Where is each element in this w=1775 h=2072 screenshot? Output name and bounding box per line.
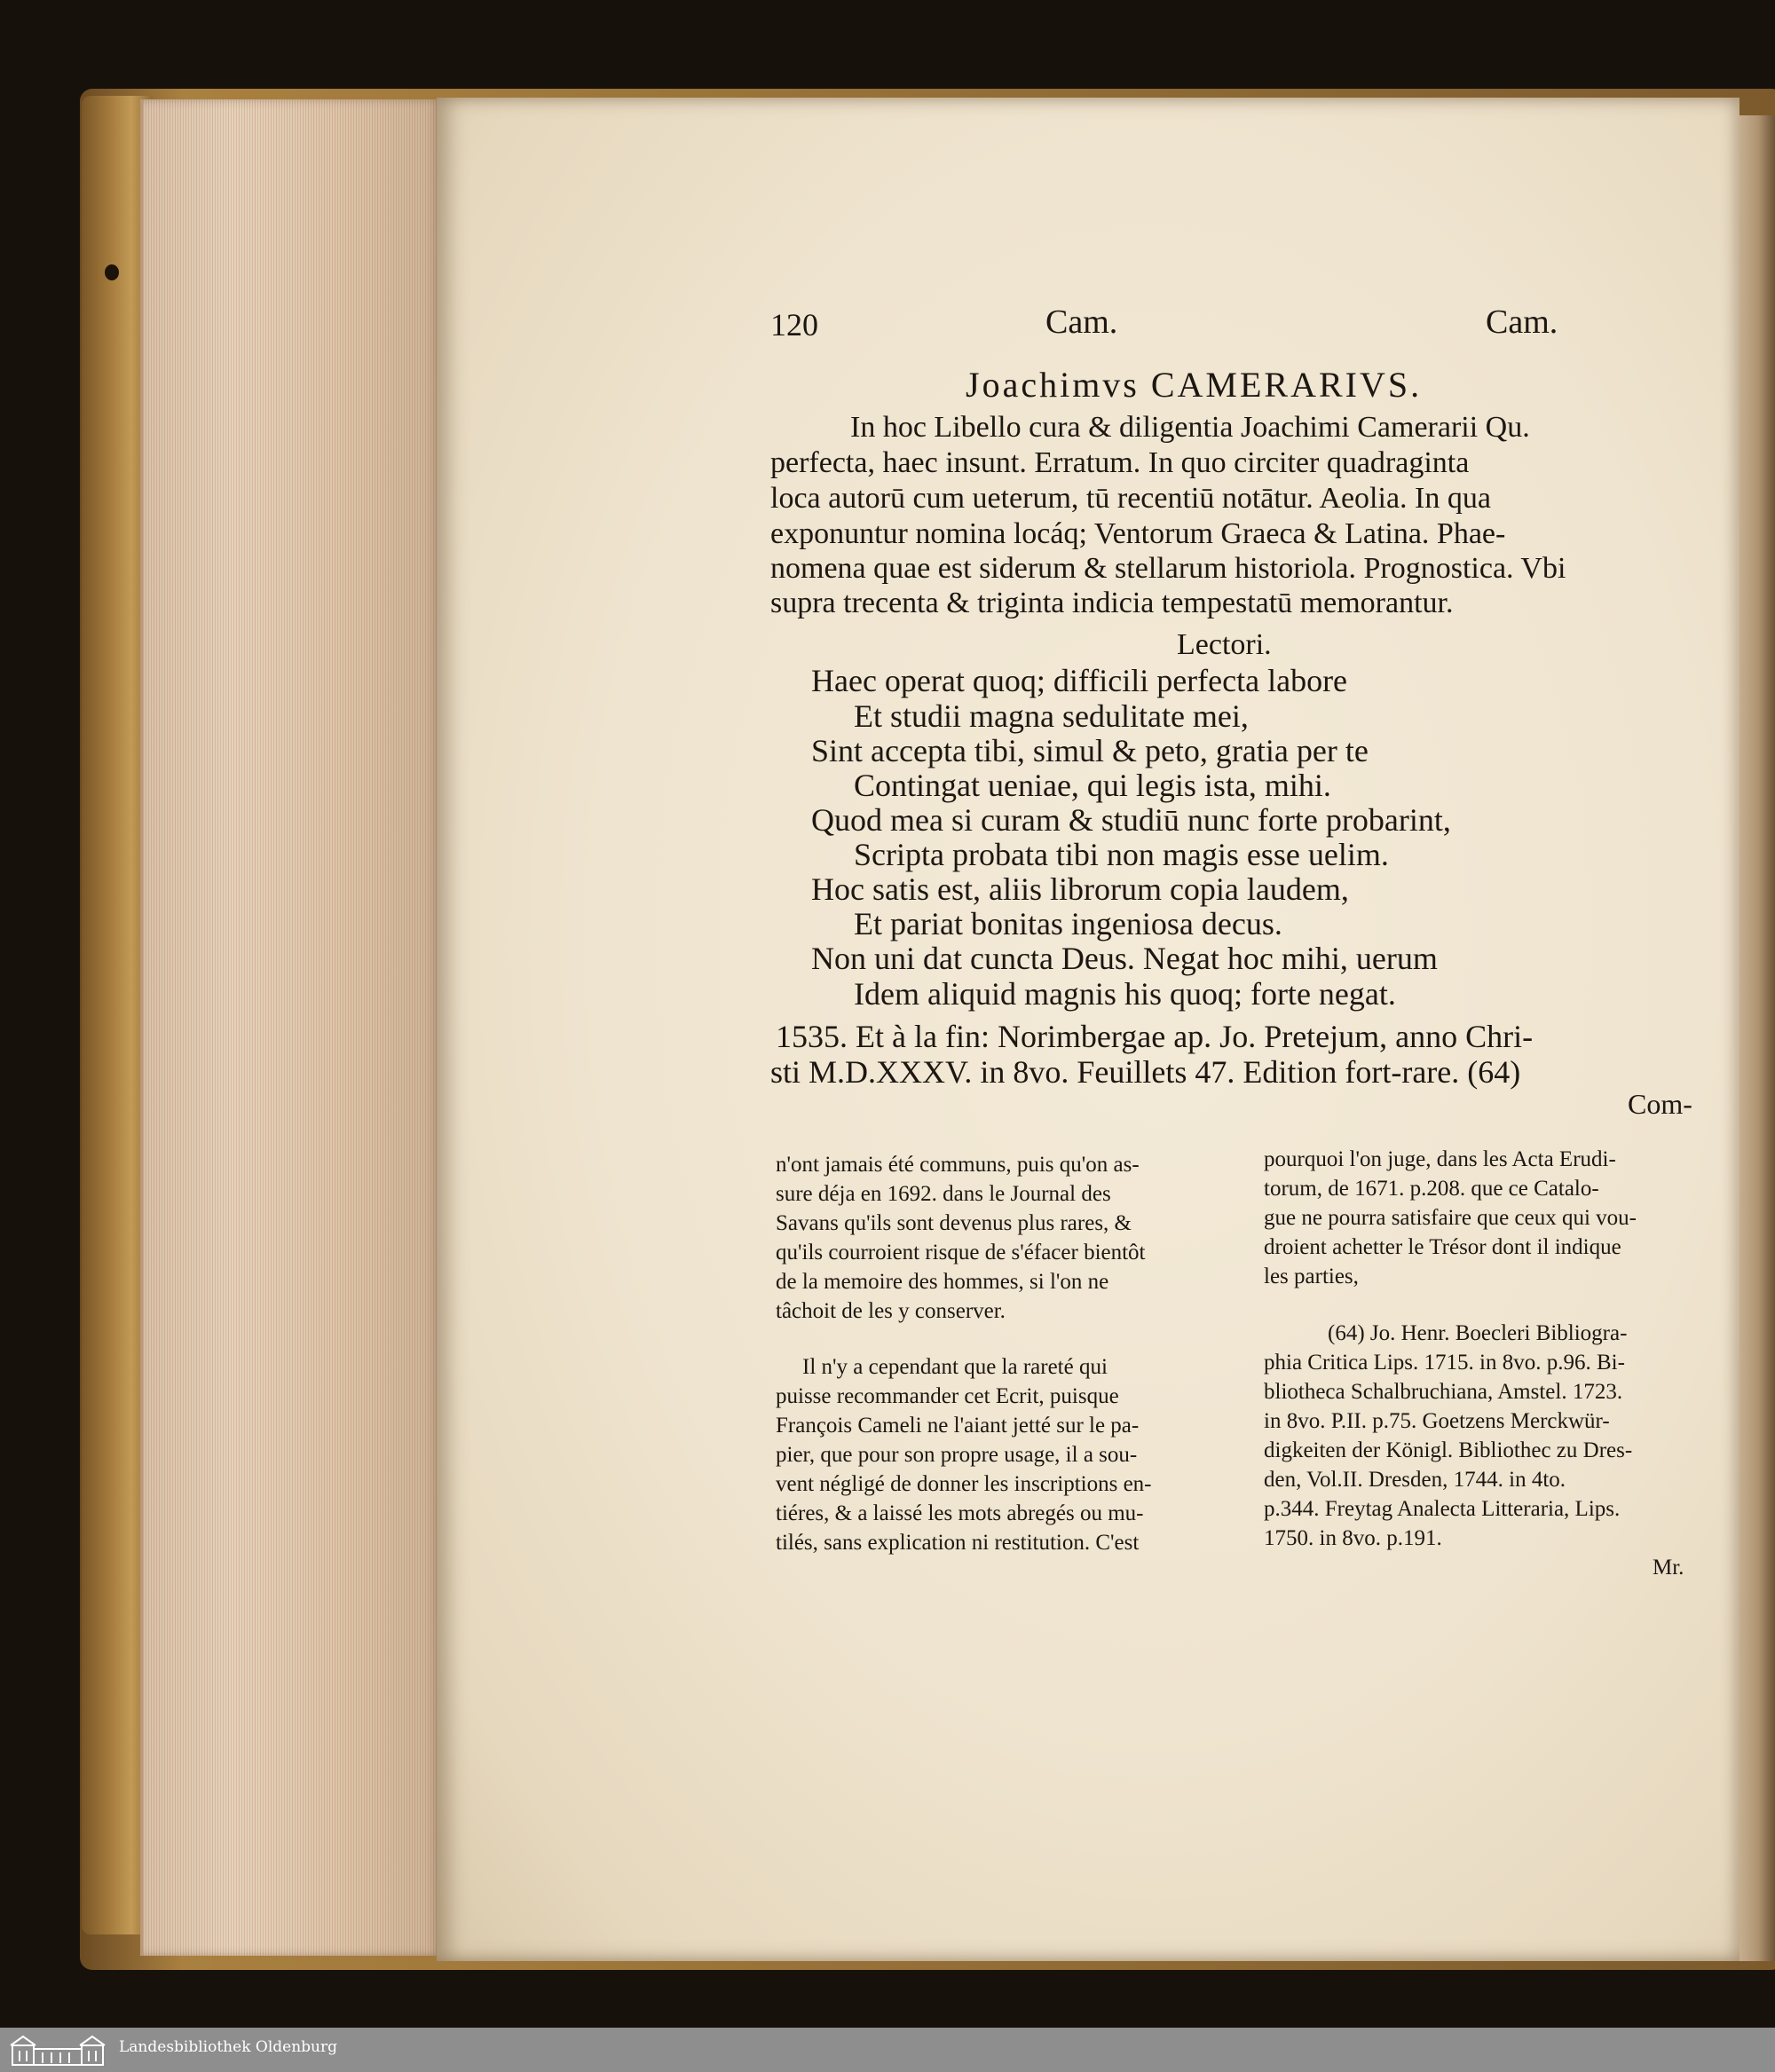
page-number: 120 [770, 307, 818, 343]
catchword: Com- [1628, 1088, 1692, 1120]
body-line: nomena quae est siderum & stellarum historiola. Prognostica. Vbi [770, 552, 1566, 585]
poem-line: Et pariat bonitas ingeniosa decus. [854, 906, 1282, 941]
poem-line: Non uni dat cuncta Deus. Negat hoc mihi, uerum [811, 941, 1438, 976]
page-edges [140, 99, 441, 1956]
cover-hole [105, 264, 119, 280]
note-line: vent négligé de donner les inscriptions en- [776, 1472, 1152, 1496]
note-line: sure déja en 1692. dans le Journal des [776, 1182, 1111, 1206]
poem-line: Scripta probata tibi non magis esse uelim. [854, 837, 1389, 872]
note-line: bliotheca Schalbruchiana, Amstel. 1723. [1264, 1380, 1623, 1404]
footnote-64: (64) Jo. Henr. Boecleri Bibliogra- [1328, 1321, 1628, 1345]
colophon-line: sti M.D.XXXV. in 8vo. Feuillets 47. Edition fort-rare. (64) [770, 1054, 1521, 1090]
note-line: Savans qu'ils sont devenus plus rares, & [776, 1211, 1132, 1235]
body-line: loca autorū cum ueterum, tū recentiū notātur. Aeolia. In qua [770, 482, 1491, 515]
poem-line: Et studii magna sedulitate mei, [854, 698, 1249, 734]
running-head-left: Cam. [1045, 303, 1118, 341]
note-line: qu'ils courroient risque de s'éfacer bientôt [776, 1241, 1146, 1264]
library-name: Landesbibliothek Oldenburg [119, 2038, 338, 2056]
note-line: digkeiten der Königl. Bibliothec zu Dres- [1264, 1438, 1633, 1462]
note-line: n'ont jamais été communs, puis qu'on as- [776, 1153, 1140, 1177]
note-line: les parties, [1264, 1264, 1359, 1288]
body-line: supra trecenta & triginta indicia tempestatū memorantur. [770, 587, 1454, 619]
notes-catchword: Mr. [1653, 1556, 1684, 1580]
note-line: pier, que pour son propre usage, il a sou- [776, 1443, 1138, 1467]
body-line: exponuntur nomina locáq; Ventorum Graeca & Latina. Phae- [770, 517, 1506, 550]
poem-line: Hoc satis est, aliis librorum copia laudem, [811, 871, 1349, 907]
poem-line: Haec operat quoq; difficili perfecta labore [811, 663, 1348, 698]
colophon-line: 1535. Et à la fin: Norimbergae ap. Jo. Pretejum, anno Chri- [776, 1019, 1534, 1054]
note-line: Il n'y a cependant que la rareté qui [802, 1355, 1108, 1379]
note-line: de la memoire des hommes, si l'on ne [776, 1270, 1109, 1294]
library-building-icon [7, 2031, 108, 2068]
poem-title: Lectori. [1177, 628, 1272, 661]
note-line: gue ne pourra satisfaire que ceux qui vou- [1264, 1206, 1637, 1230]
poem-line: Idem aliquid magnis his quoq; forte negat. [854, 976, 1396, 1012]
note-line: phia Critica Lips. 1715. in 8vo. p.96. Bi- [1264, 1351, 1625, 1375]
running-head-right: Cam. [1486, 303, 1558, 341]
entry-heading: Joachimvs CAMERARIVS. [966, 365, 1423, 405]
note-line: pourquoi l'on juge, dans les Acta Erudi- [1264, 1147, 1616, 1171]
footer-bar [0, 2028, 1775, 2072]
note-line: in 8vo. P.II. p.75. Goetzens Merckwür- [1264, 1409, 1610, 1433]
note-line: tilés, sans explication ni restitution. C'est [776, 1531, 1140, 1555]
note-line: torum, de 1671. p.208. que ce Catalo- [1264, 1177, 1599, 1201]
poem-line: Contingat ueniae, qui legis ista, mihi. [854, 768, 1331, 803]
note-line: tiéres, & a laissé les mots abregés ou mu- [776, 1501, 1144, 1525]
body-line: In hoc Libello cura & diligentia Joachimi Camerarii Qu. [850, 411, 1530, 444]
note-line: p.344. Freytag Analecta Litteraria, Lips. [1264, 1497, 1621, 1521]
poem-line: Sint accepta tibi, simul & peto, gratia per te [811, 733, 1369, 768]
note-line: den, Vol.II. Dresden, 1744. in 4to. [1264, 1468, 1566, 1492]
note-line: François Cameli ne l'aiant jetté sur le pa- [776, 1414, 1140, 1438]
body-line: perfecta, haec insunt. Erratum. In quo circiter quadraginta [770, 446, 1470, 479]
note-line: puisse recommander cet Ecrit, puisque [776, 1384, 1119, 1408]
poem-line: Quod mea si curam & studiū nunc forte probarint, [811, 802, 1451, 838]
note-line: tâchoit de les y conserver. [776, 1299, 1006, 1323]
note-line: droient achetter le Trésor dont il indique [1264, 1235, 1621, 1259]
note-line: 1750. in 8vo. p.191. [1264, 1526, 1442, 1550]
